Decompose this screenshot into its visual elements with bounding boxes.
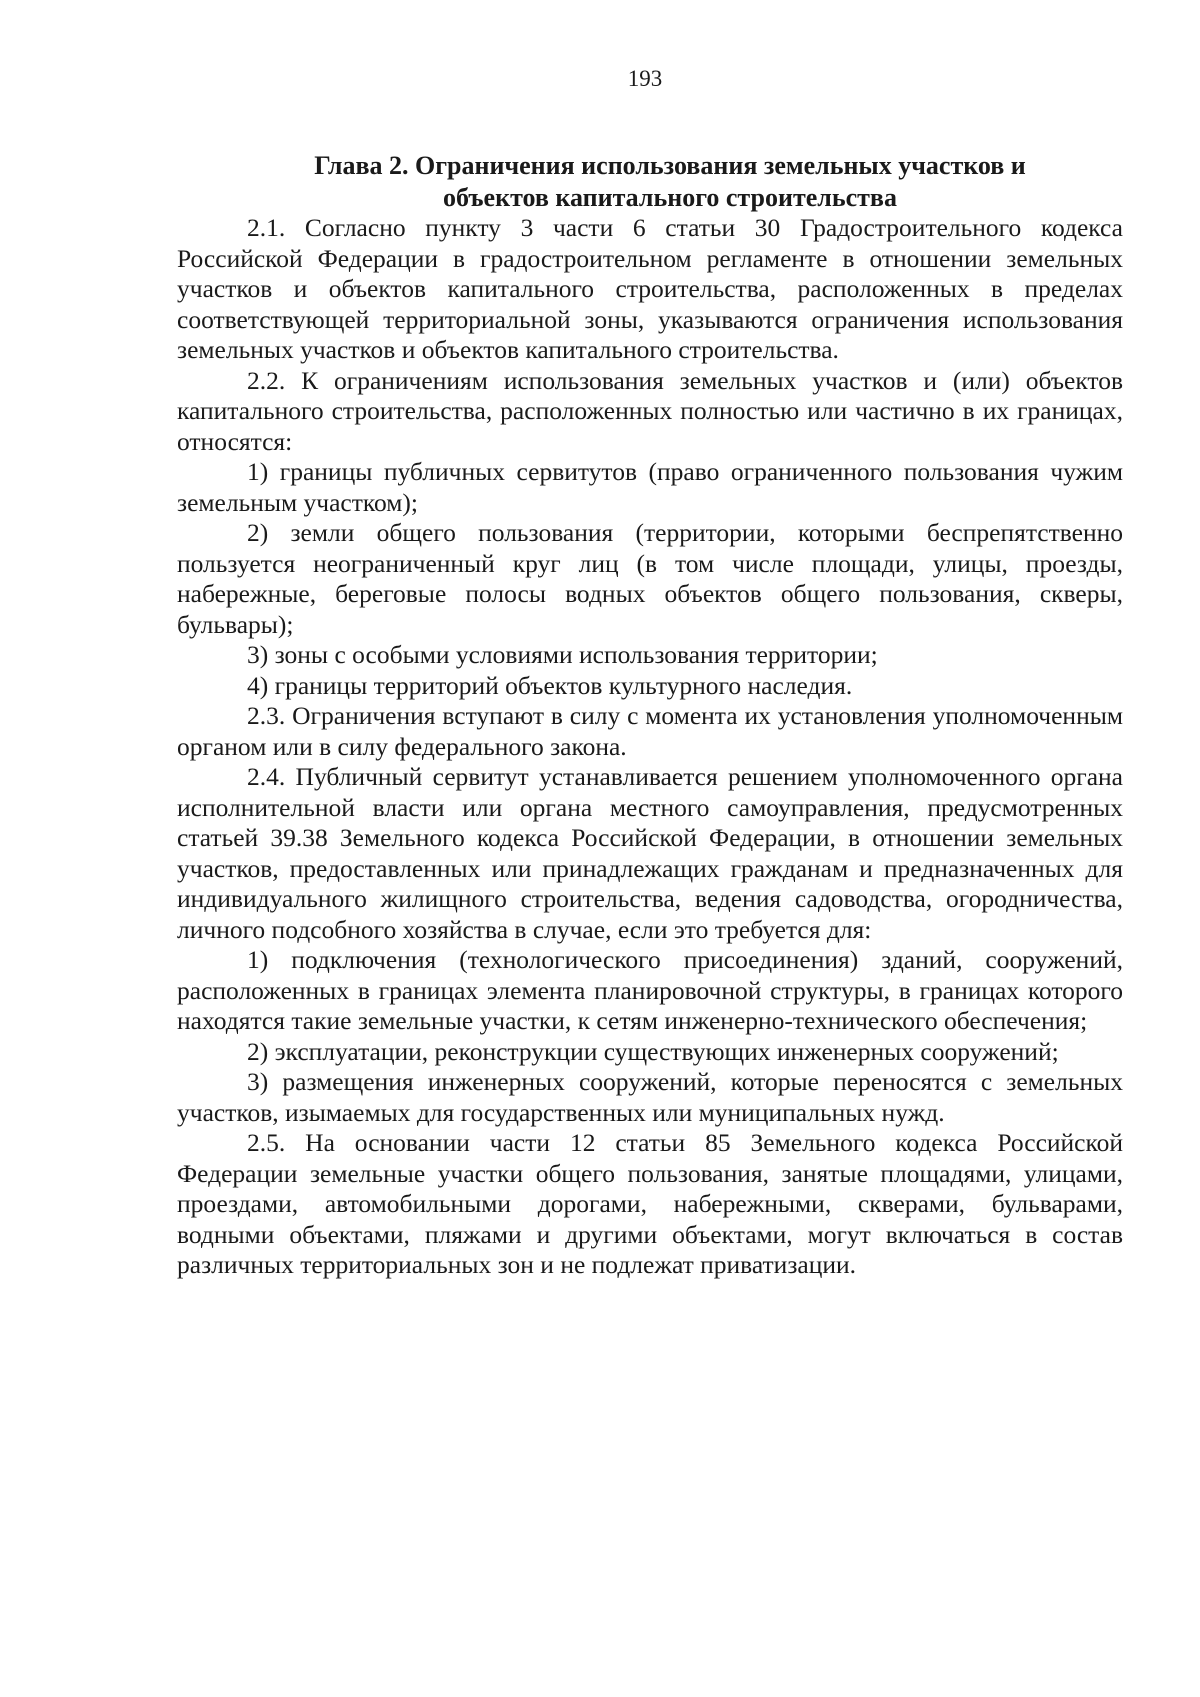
- paragraph-2-3: 2.3. Ограничения вступают в силу с момента их установления уполномоченным органом или в силу федерального закона.: [177, 701, 1123, 761]
- document-body: [177, 213, 1123, 1281]
- chapter-title: [230, 150, 1110, 214]
- list-item-2-4-2: 2) эксплуатации, реконструкции существующих инженерных сооружений;: [247, 1036, 1059, 1066]
- page-number: 193: [627, 66, 663, 91]
- paragraph-2-2: 2.2. К ограничениям использования земельных участков и (или) объектов капитального строительства, расположенных полностью или частично в их границах, относятся:: [177, 365, 1123, 456]
- list-item-2-2-1: 1) границы публичных сервитутов (право ограниченного пользования чужим земельным участком);: [177, 457, 1123, 517]
- paragraph-2-5: 2.5. На основании части 12 статьи 85 Земельного кодекса Российской Федерации земельные участки общего пользования, занятые площадями, улицами, проездами, автомобильными дорогами, набережными, скверами, бульварами, водными объектами, пляжами и другими объектами, могут включаться в состав различных территориальных зон и не подлежат приватизации.: [177, 1128, 1123, 1279]
- chapter-title-line-2: объектов капитального строительства: [443, 183, 897, 212]
- chapter-title-line-1: Глава 2. Ограничения использования земельных участков и: [314, 151, 1026, 180]
- list-item-2-4-1: 1) подключения (технологического присоединения) зданий, сооружений, расположенных в границах элемента планировочной структуры, в границах которого находятся такие земельные участки, к сетям инженерно-технического обеспечения;: [177, 945, 1123, 1035]
- paragraph-2-4: 2.4. Публичный сервитут устанавливается решением уполномоченного органа исполнительной власти или органа местного самоуправления, предусмотренных статьей 39.38 Земельного кодекса Российской Федерации, в отношении земельных участков, предоставленных или принадлежащих гражданам и предназначенных для индивидуального жилищного строительства, ведения садоводства, огородничества, личного подсобного хозяйства в случае, если это требуется для:: [177, 762, 1123, 944]
- list-item-2-2-4: 4) границы территорий объектов культурного наследия.: [247, 670, 853, 700]
- paragraph-2-1: 2.1. Согласно пункту 3 части 6 статьи 30 Градостроительного кодекса Российской Федерации в градостроительном регламенте в отношении земельных участков и объектов капитального строительства, расположенных в пределах соответствующей территориальной зоны, указываются ограничения использования земельных участков и объектов капитального строительства.: [177, 213, 1123, 364]
- list-item-2-2-2: 2) земли общего пользования (территории, которыми беспрепятственно пользуется неограниченный круг лиц (в том числе площади, улицы, проезды, набережные, береговые полосы водных объектов общего пользования, скверы, бульвары);: [177, 518, 1123, 639]
- list-item-2-2-3: 3) зоны с особыми условиями использования территории;: [247, 640, 878, 669]
- list-item-2-4-3: 3) размещения инженерных сооружений, которые переносятся с земельных участков, изымаемых для государственных или муниципальных нужд.: [177, 1067, 1123, 1127]
